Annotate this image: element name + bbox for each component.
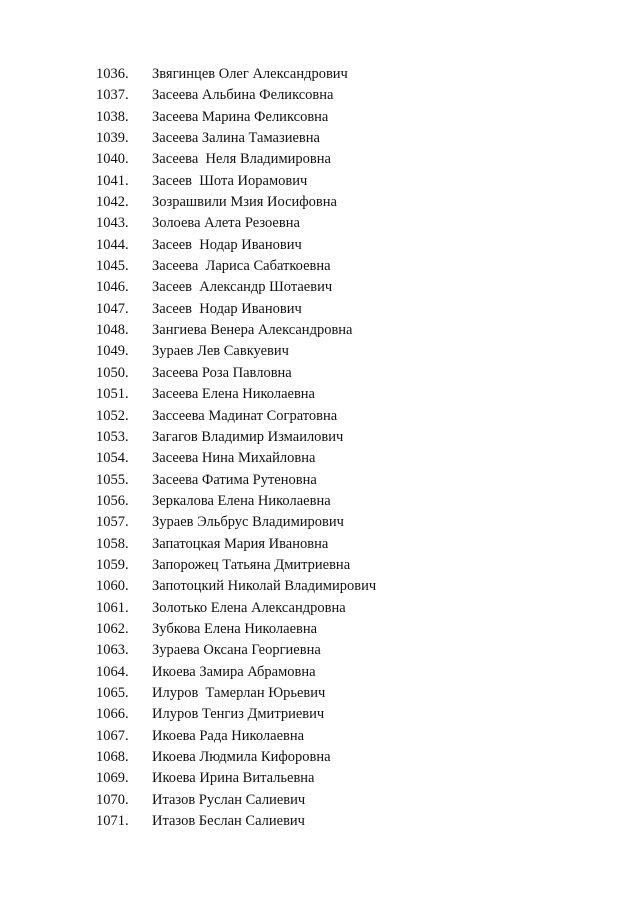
entry-number: 1068. <box>96 749 129 765</box>
entry-full-name: Запатоцкая Мария Ивановна <box>152 535 329 552</box>
list-item <box>96 320 376 341</box>
list-item <box>96 448 376 469</box>
entry-full-name: Зураева Оксана Георгиевна <box>152 642 321 659</box>
entry-number: 1064. <box>96 663 129 680</box>
entry-full-name: Запотоцкий Николай Владимирович <box>152 578 377 595</box>
list-item <box>96 576 376 597</box>
entry-full-name: Зассеева Мадинат Согратовна <box>152 407 338 424</box>
entry-number: 1041. <box>96 172 129 189</box>
entry-full-name: Зураев Эльбрус Владимирович <box>152 514 344 531</box>
entry-number: 1070. <box>96 791 129 808</box>
entry-number: 1056. <box>96 492 129 509</box>
list-item <box>96 277 376 298</box>
entry-number: 1045. <box>96 258 129 275</box>
list-item <box>96 470 376 491</box>
entry-number: 1037. <box>96 87 129 104</box>
list-item <box>96 149 376 170</box>
list-item <box>96 555 376 576</box>
list-item <box>96 128 376 149</box>
entry-full-name: Илуров Тамерлан Юрьевич <box>152 684 326 701</box>
list-item <box>96 384 376 405</box>
entry-full-name: Засеева Лариса Сабаткоевна <box>152 258 331 275</box>
entry-full-name: Золотько Елена Александровна <box>152 599 346 616</box>
entry-number: 1047. <box>96 300 129 317</box>
entry-number: 1062. <box>96 620 129 637</box>
entry-full-name: Золоева Алета Резоевна <box>152 215 300 232</box>
entry-full-name: Засеева Елена Николаевна <box>152 386 315 403</box>
list-item <box>96 790 376 811</box>
list-item <box>96 768 376 789</box>
entry-number: 1054. <box>96 450 129 467</box>
list-item <box>96 726 376 747</box>
entry-number: 1046. <box>96 279 129 296</box>
entry-full-name: Засеева Роза Павловна <box>152 364 292 381</box>
entry-number: 1058. <box>96 535 129 552</box>
list-item <box>96 683 376 704</box>
entry-full-name: Икоева Людмила Кифоровна <box>152 749 331 765</box>
entry-number: 1050. <box>96 364 129 381</box>
entry-full-name: Засеев Нодар Иванович <box>152 236 302 253</box>
list-item <box>96 640 376 661</box>
entry-full-name: Звягинцев Олег Александрович <box>152 66 348 82</box>
entry-full-name: Засеева Фатима Рутеновна <box>152 471 317 488</box>
entry-full-name: Зангиева Венера Александровна <box>152 322 353 339</box>
entry-full-name: Засеева Альбина Феликсовна <box>152 87 334 104</box>
entry-number: 1057. <box>96 514 129 531</box>
entry-full-name: Зеркалова Елена Николаевна <box>152 492 331 509</box>
list-item <box>96 107 376 128</box>
entry-full-name: Засеева Неля Владимировна <box>152 151 331 168</box>
list-item <box>96 64 376 85</box>
entry-full-name: Зубкова Елена Николаевна <box>152 620 318 637</box>
entry-full-name: Зозрашвили Мзия Иосифовна <box>152 194 337 211</box>
entry-full-name: Икоева Замира Абрамовна <box>152 663 316 680</box>
list-item <box>96 598 376 619</box>
entry-number: 1051. <box>96 386 129 403</box>
entry-number: 1060. <box>96 578 129 595</box>
entry-full-name: Зураев Лев Савкуевич <box>152 343 289 360</box>
list-item <box>96 662 376 683</box>
entry-full-name: Икоева Ирина Витальевна <box>152 770 315 787</box>
entry-number: 1053. <box>96 428 129 445</box>
entry-full-name: Засеев Александр Шотаевич <box>152 279 333 296</box>
entry-number: 1049. <box>96 343 129 360</box>
list-item <box>96 491 376 512</box>
entry-full-name: Запорожец Татьяна Дмитриевна <box>152 556 351 573</box>
entry-number: 1052. <box>96 407 129 424</box>
list-item <box>96 235 376 256</box>
entry-full-name: Засеев Шота Иорамович <box>152 172 308 189</box>
entry-full-name: Засеева Залина Тамазиевна <box>152 130 320 147</box>
entry-number: 1067. <box>96 727 129 744</box>
list-item <box>96 363 376 384</box>
entry-number: 1063. <box>96 642 129 659</box>
entry-number: 1065. <box>96 684 129 701</box>
entry-full-name: Илуров Тенгиз Дмитриевич <box>152 706 325 723</box>
list-item <box>96 85 376 106</box>
list-item <box>96 704 376 725</box>
entry-number: 1055. <box>96 471 129 488</box>
entry-full-name: Засеев Нодар Иванович <box>152 300 302 317</box>
list-item <box>96 213 376 234</box>
entry-full-name: Икоева Рада Николаевна <box>152 727 305 744</box>
list-item <box>96 619 376 640</box>
entry-number: 1061. <box>96 599 129 616</box>
entry-number: 1040. <box>96 151 129 168</box>
entry-number: 1066. <box>96 706 129 723</box>
list-item <box>96 171 376 192</box>
list-item <box>96 192 376 213</box>
entry-number: 1042. <box>96 194 129 211</box>
entry-number: 1043. <box>96 215 129 232</box>
entry-full-name: Засеева Нина Михайловна <box>152 450 316 467</box>
entry-number: 1038. <box>96 108 129 125</box>
list-item <box>96 256 376 277</box>
list-item <box>96 299 376 320</box>
list-item <box>96 534 376 555</box>
list-item <box>96 512 376 533</box>
entry-number: 1048. <box>96 322 129 339</box>
entry-full-name: Засеева Марина Феликсовна <box>152 108 329 125</box>
list-item <box>96 811 376 832</box>
entry-number: 1069. <box>96 770 129 787</box>
list-item <box>96 341 376 362</box>
entry-number: 1039. <box>96 130 129 147</box>
entry-full-name: Итазов Беслан Салиевич <box>152 813 305 830</box>
entry-full-name: Загагов Владимир Измаилович <box>152 428 344 445</box>
entry-number: 1036. <box>96 66 129 82</box>
entry-number: 1059. <box>96 556 129 573</box>
list-item <box>96 406 376 427</box>
list-item <box>96 747 376 768</box>
entry-number: 1044. <box>96 236 129 253</box>
list-item <box>96 427 376 448</box>
entry-number: 1071. <box>96 813 129 830</box>
entry-full-name: Итазов Руслан Салиевич <box>152 791 306 808</box>
numbered-name-list <box>96 64 376 832</box>
